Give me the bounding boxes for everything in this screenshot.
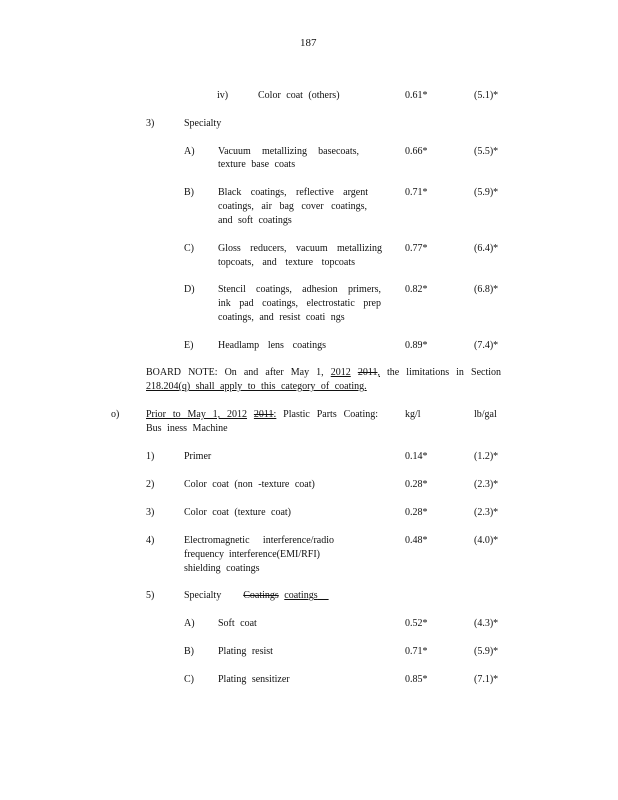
row-text-line: topcoats, and texture topcoats — [218, 257, 355, 268]
kg-value: 0.66* — [405, 146, 428, 157]
row-number: 4) — [146, 535, 155, 546]
row-label: A) — [184, 146, 195, 157]
row-text-line: Black coatings, reflective argent — [218, 187, 368, 198]
lb-value: (4.3)* — [474, 618, 499, 629]
page-number: 187 — [300, 37, 317, 49]
kg-value: 0.48* — [405, 535, 428, 546]
kg-value: 0.28* — [405, 479, 428, 490]
inserted-text: , — [377, 367, 380, 378]
deleted-text: Coatings — [243, 590, 279, 601]
row-text: Plating resist — [218, 646, 273, 657]
row-text: Color coat (texture coat) — [184, 507, 292, 518]
inserted-text: : — [273, 409, 277, 420]
row-text-line: ink pad coatings, electrostatic prep — [218, 298, 381, 309]
kg-value: 0.14* — [405, 451, 428, 462]
row-text-line: Stencil coatings, adhesion primers, — [218, 284, 381, 295]
row-text: Plating sensitizer — [218, 674, 290, 685]
row-number: 1) — [146, 451, 155, 462]
row-text: Color coat (others) — [258, 90, 340, 101]
kg-value: 0.28* — [405, 507, 428, 518]
section-title-line: Prior to May 1, 2012 2011: Plastic Parts Coating: — [146, 409, 379, 420]
section-title: Specialty Coatings coatings — [184, 590, 318, 601]
row-label: E) — [184, 340, 194, 351]
section-number: 3) — [146, 118, 155, 129]
kg-value: 0.77* — [405, 243, 428, 254]
kg-value: 0.89* — [405, 340, 428, 351]
section-title: Specialty — [184, 118, 222, 129]
row-text-line: shielding coatings — [184, 563, 260, 574]
kg-value: 0.71* — [405, 187, 428, 198]
kg-value: 0.82* — [405, 284, 428, 295]
lb-value: (7.4)* — [474, 340, 499, 351]
board-note-line: BOARD NOTE: On and after May 1, 2012 2011, the limitations in Section — [146, 367, 501, 378]
kg-value: 0.71* — [405, 646, 428, 657]
row-number: 3) — [146, 507, 155, 518]
lb-value: (6.4)* — [474, 243, 499, 254]
deleted-text: 2011 — [357, 367, 378, 378]
kg-value: 0.52* — [405, 618, 428, 629]
row-text-line: coatings, air bag cover coatings, — [218, 201, 367, 212]
row-text-line: frequency interference(EMI/RFI) — [184, 549, 320, 560]
lb-value: (2.3)* — [474, 507, 499, 518]
lb-value: (5.5)* — [474, 146, 499, 157]
kg-header: kg/l — [405, 409, 421, 420]
row-label: B) — [184, 646, 194, 657]
lb-value: (5.1)* — [474, 90, 499, 101]
row-text-line: Vacuum metallizing basecoats, — [218, 146, 359, 157]
row-label: C) — [184, 243, 194, 254]
row-text-line: and soft coatings — [218, 215, 292, 226]
board-note-line — [146, 380, 367, 394]
inserted-text: 2012 — [330, 367, 351, 378]
kg-value: 0.61* — [405, 90, 428, 101]
row-label: D) — [184, 284, 195, 295]
inserted-text: Prior to May 1, 2012 — [146, 409, 248, 420]
section-title-line: Bus iness Machine — [146, 423, 228, 434]
lb-value: (5.9)* — [474, 646, 499, 657]
row-text-line: Gloss reducers, vacuum metallizing — [218, 243, 382, 254]
row-text: Soft coat — [218, 618, 257, 629]
inserted-text: coatings — [284, 590, 318, 601]
section-label: o) — [111, 409, 120, 420]
lb-value: (7.1)* — [474, 674, 499, 685]
row-text-line: Headlamp lens coatings — [218, 340, 326, 351]
deleted-text: 2011 — [253, 409, 274, 420]
lb-header: lb/gal — [474, 409, 497, 420]
row-label: iv) — [217, 90, 229, 101]
lb-value: (1.2)* — [474, 451, 499, 462]
row-text-line: coatings, and resist coati ngs — [218, 312, 345, 323]
row-label: A) — [184, 618, 195, 629]
section-number: 5) — [146, 590, 155, 601]
lb-value: (2.3)* — [474, 479, 499, 490]
kg-value: 0.85* — [405, 674, 428, 685]
lb-value: (5.9)* — [474, 187, 499, 198]
lb-value: (4.0)* — [474, 535, 499, 546]
row-number: 2) — [146, 479, 155, 490]
lb-value: (6.8)* — [474, 284, 499, 295]
row-text-line: texture base coats — [218, 159, 296, 170]
inserted-text: 218.204(q) shall apply to this category of coating. — [146, 381, 367, 392]
row-text-line: Electromagnetic interference/radio — [184, 535, 334, 546]
row-label: B) — [184, 187, 194, 198]
row-text: Color coat (non -texture coat) — [184, 479, 315, 490]
row-text: Primer — [184, 451, 212, 462]
row-label: C) — [184, 674, 194, 685]
